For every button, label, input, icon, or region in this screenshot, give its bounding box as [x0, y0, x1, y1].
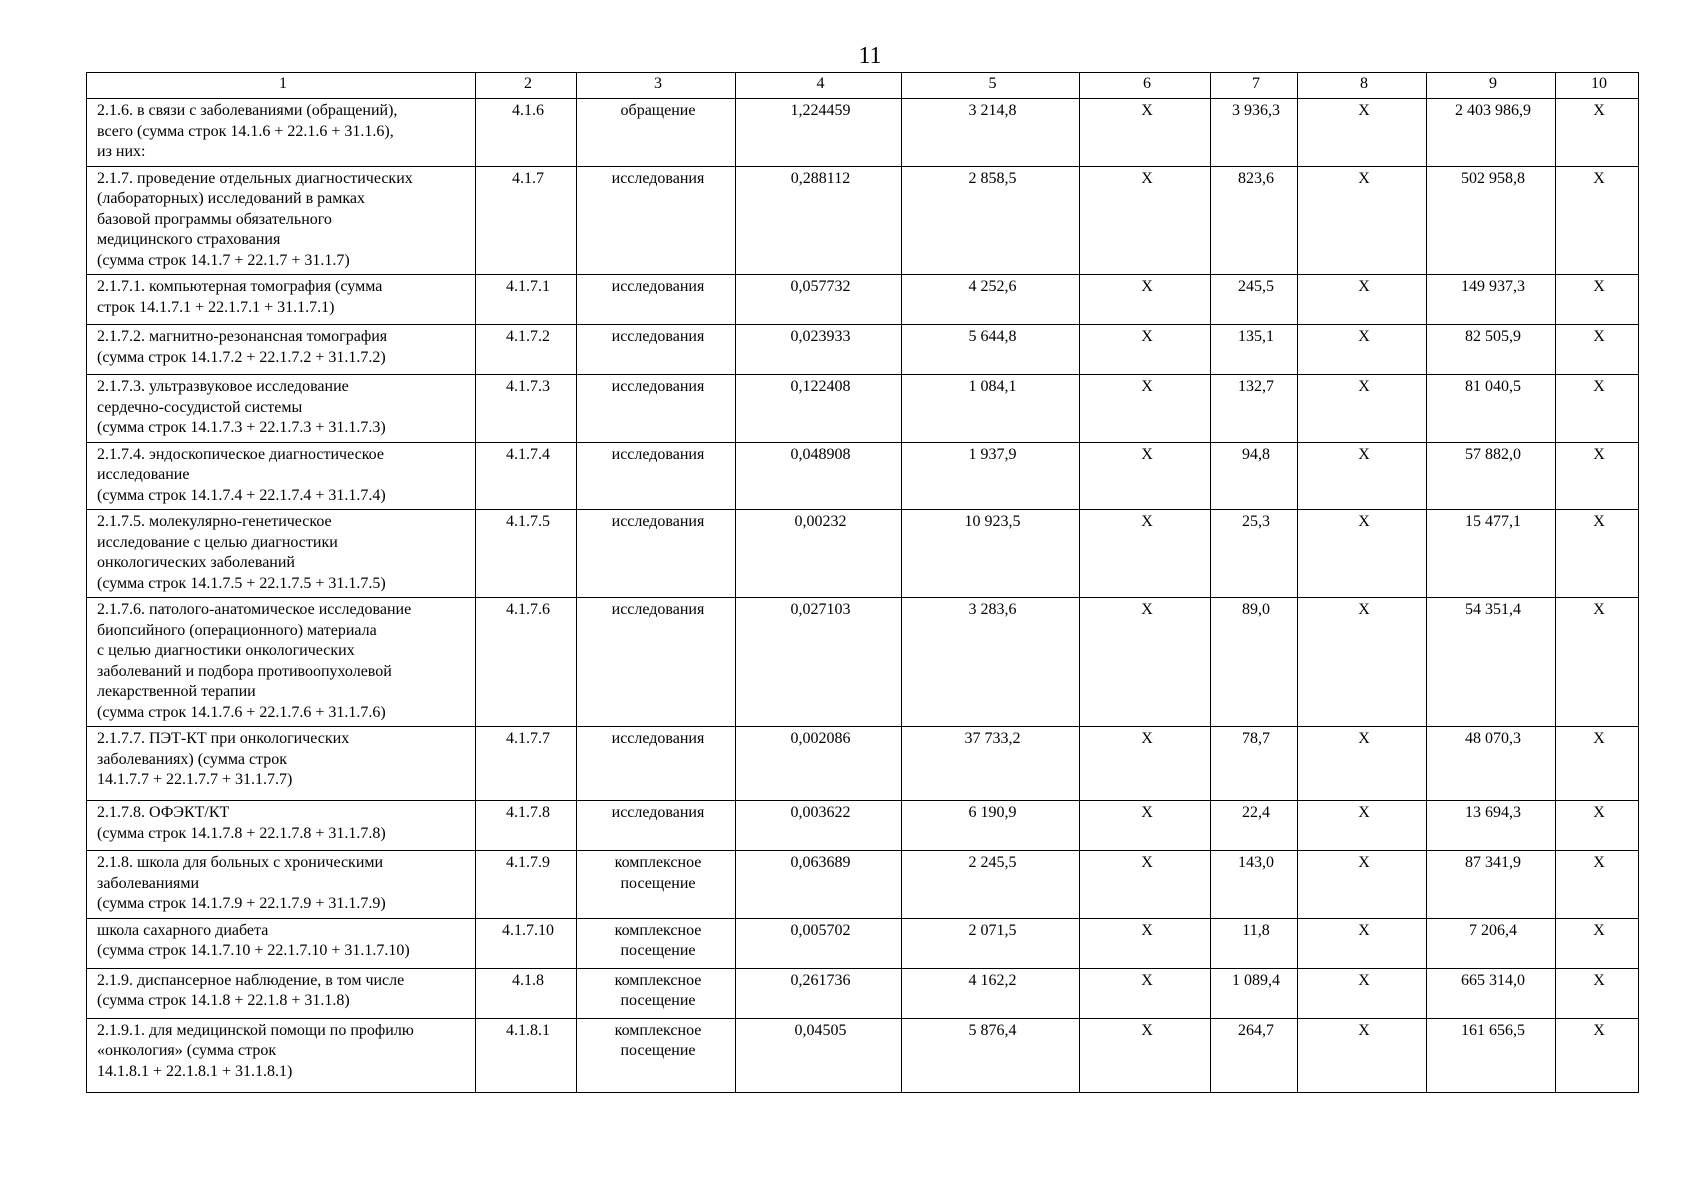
- row-value-c9: 48 070,3: [1427, 727, 1556, 801]
- row-name-line: школа сахарного диабета: [97, 921, 269, 939]
- row-unit-line: исследования: [611, 445, 705, 463]
- data-table: [86, 72, 1639, 1093]
- row-unit-cell: [577, 325, 736, 375]
- row-unit-line: обращение: [620, 102, 696, 119]
- row-value-c9: 54 351,4: [1427, 598, 1556, 727]
- row-value-c10: Х: [1556, 99, 1639, 167]
- row-name-line: всего (сумма строк 14.1.6 + 22.1.6 + 31.1.6),: [97, 122, 394, 140]
- row-value-c8: Х: [1298, 1018, 1427, 1092]
- row-value-c7: 264,7: [1211, 1018, 1298, 1092]
- column-number: 10: [1556, 73, 1639, 99]
- column-number-row: [87, 73, 1639, 99]
- row-value-c5: 1 937,9: [902, 442, 1080, 510]
- column-number: 2: [476, 73, 577, 99]
- row-value-c10: Х: [1556, 166, 1639, 275]
- row-value-c8: Х: [1298, 727, 1427, 801]
- row-code-cell: 4.1.7.9: [476, 851, 577, 919]
- row-value-c10: Х: [1556, 801, 1639, 851]
- row-value-c4: 0,003622: [736, 801, 902, 851]
- row-name-line: 2.1.6. в связи с заболеваниями (обращений),: [97, 102, 398, 119]
- row-value-c4: 0,00232: [736, 510, 902, 598]
- row-value-c6: Х: [1080, 375, 1211, 443]
- row-value-c8: Х: [1298, 851, 1427, 919]
- row-value-c7: 78,7: [1211, 727, 1298, 801]
- row-name-line: исследование: [97, 466, 190, 483]
- row-value-c10: Х: [1556, 375, 1639, 443]
- row-name-line: 2.1.8. школа для больных с хроническими: [97, 854, 384, 871]
- table-body: [87, 73, 1639, 1093]
- row-name-line: 2.1.7.5. молекулярно-генетическое: [97, 513, 332, 530]
- row-value-c5: 5 644,8: [902, 325, 1080, 375]
- row-code-cell: 4.1.7.1: [476, 275, 577, 325]
- row-value-c7: 3 936,3: [1211, 99, 1298, 167]
- row-value-c8: Х: [1298, 275, 1427, 325]
- row-name-line: (лабораторных) исследований в рамках: [97, 190, 365, 207]
- row-unit-line: исследования: [611, 328, 705, 345]
- row-unit-line: исследования: [611, 169, 705, 187]
- row-unit-line: исследования: [611, 278, 705, 295]
- table-row: [87, 727, 1639, 801]
- row-value-c6: Х: [1080, 727, 1211, 801]
- column-number: 9: [1427, 73, 1556, 99]
- row-value-c6: Х: [1080, 1018, 1211, 1092]
- column-number: 4: [736, 73, 902, 99]
- row-name-line: медицинского страхования: [97, 231, 281, 248]
- row-value-c8: Х: [1298, 968, 1427, 1018]
- row-unit-line: посещение: [620, 992, 696, 1009]
- row-value-c8: Х: [1298, 918, 1427, 968]
- column-number: 5: [902, 73, 1080, 99]
- row-name-line: (сумма строк 14.1.7.8 + 22.1.7.8 + 31.1.7.8): [97, 824, 386, 842]
- row-value-c10: Х: [1556, 851, 1639, 919]
- row-unit-cell: [577, 442, 736, 510]
- row-value-c9: 87 341,9: [1427, 851, 1556, 919]
- row-name-line: строк 14.1.7.1 + 22.1.7.1 + 31.1.7.1): [97, 298, 335, 316]
- row-code-cell: 4.1.7.4: [476, 442, 577, 510]
- row-name-line: (сумма строк 14.1.7.10 + 22.1.7.10 + 31.1.7.10): [97, 942, 410, 959]
- row-unit-line: комплексное: [614, 1021, 702, 1039]
- row-name-line: 2.1.7.2. магнитно-резонансная томография: [97, 328, 388, 345]
- row-code-cell: 4.1.7.6: [476, 598, 577, 727]
- column-number: 3: [577, 73, 736, 99]
- table-row: [87, 851, 1639, 919]
- row-name-line: 2.1.7.8. ОФЭКТ/КТ: [97, 804, 230, 821]
- table-row: [87, 598, 1639, 727]
- row-name-line: (сумма строк 14.1.7.2 + 22.1.7.2 + 31.1.7.2): [97, 348, 386, 366]
- row-unit-cell: [577, 801, 736, 851]
- row-name-line: заболеваний и подбора противоопухолевой: [97, 662, 392, 680]
- row-name-cell: [87, 968, 476, 1018]
- row-value-c6: Х: [1080, 325, 1211, 375]
- row-value-c6: Х: [1080, 166, 1211, 275]
- row-value-c9: 502 958,8: [1427, 166, 1556, 275]
- row-unit-line: исследования: [611, 513, 705, 530]
- row-name-line: (сумма строк 14.1.7.5 + 22.1.7.5 + 31.1.7.5): [97, 574, 386, 592]
- row-value-c4: 0,002086: [736, 727, 902, 801]
- row-unit-cell: [577, 99, 736, 167]
- row-value-c10: Х: [1556, 918, 1639, 968]
- row-unit-cell: [577, 968, 736, 1018]
- row-name-cell: [87, 510, 476, 598]
- row-name-line: (сумма строк 14.1.7.3 + 22.1.7.3 + 31.1.7.3): [97, 419, 386, 436]
- row-value-c9: 149 937,3: [1427, 275, 1556, 325]
- row-value-c4: 0,04505: [736, 1018, 902, 1092]
- row-value-c4: 0,288112: [736, 166, 902, 275]
- page-number: 11: [858, 43, 882, 69]
- row-name-line: 2.1.7.1. компьютерная томография (сумма: [97, 278, 383, 295]
- row-unit-cell: [577, 510, 736, 598]
- row-name-cell: [87, 275, 476, 325]
- row-name-cell: [87, 801, 476, 851]
- row-code-cell: 4.1.6: [476, 99, 577, 167]
- row-value-c5: 2 071,5: [902, 918, 1080, 968]
- row-name-cell: [87, 166, 476, 275]
- row-code-cell: 4.1.8: [476, 968, 577, 1018]
- table-row: [87, 99, 1639, 167]
- row-value-c10: Х: [1556, 1018, 1639, 1092]
- row-name-line: 2.1.7.4. эндоскопическое диагностическое: [97, 445, 384, 463]
- row-unit-cell: [577, 166, 736, 275]
- row-value-c6: Х: [1080, 918, 1211, 968]
- row-name-line: с целью диагностики онкологических: [97, 642, 355, 659]
- row-value-c6: Х: [1080, 275, 1211, 325]
- row-value-c9: 81 040,5: [1427, 375, 1556, 443]
- row-value-c7: 132,7: [1211, 375, 1298, 443]
- row-name-cell: [87, 727, 476, 801]
- row-name-line: (сумма строк 14.1.8 + 22.1.8 + 31.1.8): [97, 992, 350, 1009]
- row-unit-cell: [577, 918, 736, 968]
- row-value-c4: 0,023933: [736, 325, 902, 375]
- row-name-line: онкологических заболеваний: [97, 554, 295, 571]
- row-code-cell: 4.1.8.1: [476, 1018, 577, 1092]
- row-value-c5: 2 245,5: [902, 851, 1080, 919]
- row-value-c9: 161 656,5: [1427, 1018, 1556, 1092]
- row-value-c7: 245,5: [1211, 275, 1298, 325]
- table-row: [87, 918, 1639, 968]
- row-value-c6: Х: [1080, 598, 1211, 727]
- row-value-c7: 25,3: [1211, 510, 1298, 598]
- row-value-c5: 4 162,2: [902, 968, 1080, 1018]
- row-name-cell: [87, 1018, 476, 1092]
- table-row: [87, 166, 1639, 275]
- table-row: [87, 375, 1639, 443]
- row-value-c8: Х: [1298, 99, 1427, 167]
- row-name-line: из них:: [97, 143, 146, 160]
- row-name-line: (сумма строк 14.1.7.4 + 22.1.7.4 + 31.1.7.4): [97, 486, 386, 504]
- row-value-c5: 10 923,5: [902, 510, 1080, 598]
- row-unit-line: комплексное: [614, 854, 702, 871]
- table-row: [87, 325, 1639, 375]
- row-code-cell: 4.1.7.3: [476, 375, 577, 443]
- row-code-cell: 4.1.7.8: [476, 801, 577, 851]
- row-value-c9: 2 403 986,9: [1427, 99, 1556, 167]
- row-unit-line: посещение: [620, 874, 696, 892]
- row-name-line: 14.1.7.7 + 22.1.7.7 + 31.1.7.7): [97, 771, 293, 788]
- row-value-c7: 143,0: [1211, 851, 1298, 919]
- row-value-c9: 15 477,1: [1427, 510, 1556, 598]
- row-value-c8: Х: [1298, 166, 1427, 275]
- row-unit-cell: [577, 727, 736, 801]
- row-value-c4: 0,261736: [736, 968, 902, 1018]
- row-value-c10: Х: [1556, 510, 1639, 598]
- column-number: 7: [1211, 73, 1298, 99]
- row-value-c7: 89,0: [1211, 598, 1298, 727]
- row-value-c4: 1,224459: [736, 99, 902, 167]
- row-value-c5: 6 190,9: [902, 801, 1080, 851]
- row-value-c5: 2 858,5: [902, 166, 1080, 275]
- row-name-line: 2.1.7.6. патолого-анатомическое исследование: [97, 601, 412, 618]
- row-value-c4: 0,048908: [736, 442, 902, 510]
- row-unit-cell: [577, 275, 736, 325]
- row-value-c9: 7 206,4: [1427, 918, 1556, 968]
- row-name-cell: [87, 442, 476, 510]
- row-value-c8: Х: [1298, 442, 1427, 510]
- row-name-cell: [87, 99, 476, 167]
- row-code-cell: 4.1.7.5: [476, 510, 577, 598]
- row-name-cell: [87, 851, 476, 919]
- row-value-c6: Х: [1080, 851, 1211, 919]
- table-row: [87, 275, 1639, 325]
- row-name-line: заболеваниях) (сумма строк: [97, 750, 288, 768]
- row-value-c4: 0,005702: [736, 918, 902, 968]
- row-value-c6: Х: [1080, 801, 1211, 851]
- row-value-c9: 57 882,0: [1427, 442, 1556, 510]
- row-name-line: 2.1.7. проведение отдельных диагностических: [97, 169, 413, 187]
- row-value-c8: Х: [1298, 598, 1427, 727]
- row-unit-cell: [577, 851, 736, 919]
- row-value-c4: 0,057732: [736, 275, 902, 325]
- row-value-c10: Х: [1556, 598, 1639, 727]
- row-name-line: 14.1.8.1 + 22.1.8.1 + 31.1.8.1): [97, 1062, 293, 1080]
- row-value-c6: Х: [1080, 99, 1211, 167]
- table-row: [87, 968, 1639, 1018]
- row-value-c9: 13 694,3: [1427, 801, 1556, 851]
- row-unit-line: исследования: [611, 601, 705, 618]
- row-unit-line: исследования: [611, 730, 705, 747]
- row-name-line: сердечно-сосудистой системы: [97, 398, 303, 416]
- row-name-cell: [87, 325, 476, 375]
- row-value-c10: Х: [1556, 275, 1639, 325]
- row-value-c6: Х: [1080, 510, 1211, 598]
- row-name-line: лекарственной терапии: [97, 683, 256, 700]
- row-unit-line: комплексное: [614, 971, 702, 989]
- row-name-line: биопсийного (операционного) материала: [97, 621, 377, 639]
- column-number: 8: [1298, 73, 1427, 99]
- row-unit-line: посещение: [620, 1042, 696, 1059]
- row-name-cell: [87, 918, 476, 968]
- row-value-c7: 22,4: [1211, 801, 1298, 851]
- row-value-c8: Х: [1298, 325, 1427, 375]
- row-name-line: «онкология» (сумма строк: [97, 1042, 277, 1059]
- row-value-c9: 665 314,0: [1427, 968, 1556, 1018]
- table-row: [87, 801, 1639, 851]
- row-value-c10: Х: [1556, 325, 1639, 375]
- row-name-cell: [87, 598, 476, 727]
- row-value-c6: Х: [1080, 442, 1211, 510]
- row-name-line: (сумма строк 14.1.7.6 + 22.1.7.6 + 31.1.7.6): [97, 703, 386, 721]
- row-value-c8: Х: [1298, 375, 1427, 443]
- row-unit-line: посещение: [620, 942, 696, 959]
- row-unit-cell: [577, 375, 736, 443]
- row-name-line: заболеваниями: [97, 874, 200, 892]
- row-code-cell: 4.1.7.7: [476, 727, 577, 801]
- row-value-c10: Х: [1556, 442, 1639, 510]
- row-value-c7: 823,6: [1211, 166, 1298, 275]
- row-unit-line: исследования: [611, 378, 705, 395]
- row-value-c10: Х: [1556, 968, 1639, 1018]
- column-number: 1: [87, 73, 476, 99]
- row-value-c5: 1 084,1: [902, 375, 1080, 443]
- row-unit-line: исследования: [611, 804, 705, 821]
- row-name-line: 2.1.9. диспансерное наблюдение, в том числе: [97, 971, 405, 989]
- row-name-line: базовой программы обязательного: [97, 210, 332, 228]
- row-value-c4: 0,122408: [736, 375, 902, 443]
- row-value-c9: 82 505,9: [1427, 325, 1556, 375]
- column-number: 6: [1080, 73, 1211, 99]
- row-name-line: (сумма строк 14.1.7 + 22.1.7 + 31.1.7): [97, 251, 350, 269]
- row-value-c4: 0,063689: [736, 851, 902, 919]
- row-value-c5: 37 733,2: [902, 727, 1080, 801]
- row-code-cell: 4.1.7.2: [476, 325, 577, 375]
- row-unit-cell: [577, 1018, 736, 1092]
- row-value-c7: 11,8: [1211, 918, 1298, 968]
- table-row: [87, 1018, 1639, 1092]
- row-value-c4: 0,027103: [736, 598, 902, 727]
- row-value-c7: 135,1: [1211, 325, 1298, 375]
- row-value-c8: Х: [1298, 510, 1427, 598]
- row-value-c5: 3 283,6: [902, 598, 1080, 727]
- row-name-line: 2.1.7.3. ультразвуковое исследование: [97, 378, 349, 395]
- row-value-c7: 94,8: [1211, 442, 1298, 510]
- row-name-cell: [87, 375, 476, 443]
- row-name-line: 2.1.7.7. ПЭТ-КТ при онкологических: [97, 730, 350, 747]
- row-name-line: 2.1.9.1. для медицинской помощи по профилю: [97, 1021, 414, 1039]
- row-value-c8: Х: [1298, 801, 1427, 851]
- table-row: [87, 510, 1639, 598]
- row-name-line: (сумма строк 14.1.7.9 + 22.1.7.9 + 31.1.7.9): [97, 895, 386, 912]
- row-value-c5: 3 214,8: [902, 99, 1080, 167]
- row-code-cell: 4.1.7: [476, 166, 577, 275]
- row-value-c10: Х: [1556, 727, 1639, 801]
- row-value-c6: Х: [1080, 968, 1211, 1018]
- row-value-c5: 4 252,6: [902, 275, 1080, 325]
- row-code-cell: 4.1.7.10: [476, 918, 577, 968]
- row-unit-cell: [577, 598, 736, 727]
- row-unit-line: комплексное: [614, 921, 702, 939]
- row-value-c5: 5 876,4: [902, 1018, 1080, 1092]
- row-name-line: исследование с целью диагностики: [97, 533, 338, 551]
- table-row: [87, 442, 1639, 510]
- row-value-c7: 1 089,4: [1211, 968, 1298, 1018]
